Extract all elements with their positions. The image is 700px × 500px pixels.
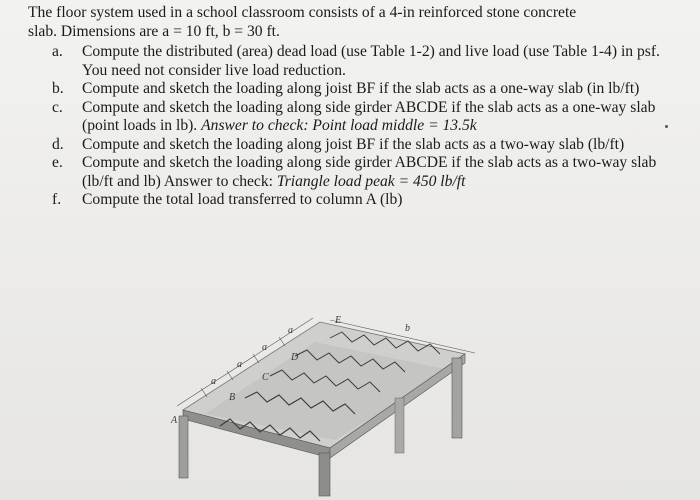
question-d bbox=[52, 136, 682, 155]
label-a-4: a bbox=[288, 325, 293, 336]
question-a bbox=[52, 43, 682, 80]
question-f bbox=[52, 191, 682, 210]
label-a-1: a bbox=[211, 376, 216, 387]
column-mid-right bbox=[395, 398, 404, 453]
label-A: A bbox=[171, 415, 178, 426]
question-marker: f. bbox=[52, 191, 62, 208]
label-b: b bbox=[405, 323, 410, 334]
question-marker: e. bbox=[52, 154, 63, 171]
label-E: E bbox=[335, 315, 342, 326]
floor-system-drawing bbox=[165, 298, 505, 498]
question-text: Compute and sketch the loading along side girder ABCDE if the slab acts as a two-way slab (lb/ft and lb) Answer to check: bbox=[82, 154, 657, 190]
intro-line-2: slab. Dimensions are a = 10 ft, b = 30 ft. bbox=[28, 23, 280, 40]
column-back-right bbox=[452, 358, 462, 438]
dimension-tick-1 bbox=[201, 388, 207, 397]
question-text: Compute and sketch the loading along joist BF if the slab acts as a one-way slab (in lb/ft) bbox=[82, 80, 640, 97]
question-e bbox=[52, 154, 682, 191]
question-list bbox=[52, 43, 682, 210]
question-b bbox=[52, 80, 682, 99]
answer-check-value: Triangle load peak = 450 lb/ft bbox=[276, 172, 466, 190]
question-marker: c. bbox=[52, 98, 63, 116]
label-D: D bbox=[291, 352, 299, 363]
intro-line-1: The floor system used in a school classroom consists of a 4-in reinforced stone concrete bbox=[28, 4, 577, 21]
dimension-tick-3 bbox=[253, 354, 259, 363]
question-c bbox=[52, 99, 682, 136]
question-marker: a. bbox=[52, 43, 63, 60]
stray-mark bbox=[665, 125, 668, 128]
question-marker: d. bbox=[52, 135, 64, 153]
answer-check-value: Point load middle = 13.5k bbox=[312, 117, 477, 134]
dimension-tick-2 bbox=[227, 371, 233, 380]
answer-check-label: Answer to check: bbox=[201, 117, 309, 134]
column-a bbox=[179, 416, 188, 478]
question-text: Compute and sketch the loading along side girder ABCDE if the slab acts as a one-way slab (point loads in lb). bbox=[82, 98, 656, 134]
problem-intro bbox=[28, 3, 678, 41]
label-B: B bbox=[229, 392, 236, 403]
question-text: Compute the total load transferred to column A (lb) bbox=[82, 191, 403, 208]
label-a-2: a bbox=[237, 359, 242, 370]
question-marker: b. bbox=[52, 80, 64, 97]
label-a-3: a bbox=[262, 342, 267, 353]
label-C: C bbox=[262, 372, 269, 383]
question-text: Compute the distributed (area) dead load (use Table 1-2) and live load (use Table 1-4) in psf. You need not consider live load reduction. bbox=[82, 43, 660, 79]
column-front-right bbox=[319, 453, 330, 496]
floor-system-figure bbox=[165, 298, 505, 498]
question-text: Compute and sketch the loading along joist BF if the slab acts as a two-way slab (lb/ft) bbox=[82, 135, 625, 153]
